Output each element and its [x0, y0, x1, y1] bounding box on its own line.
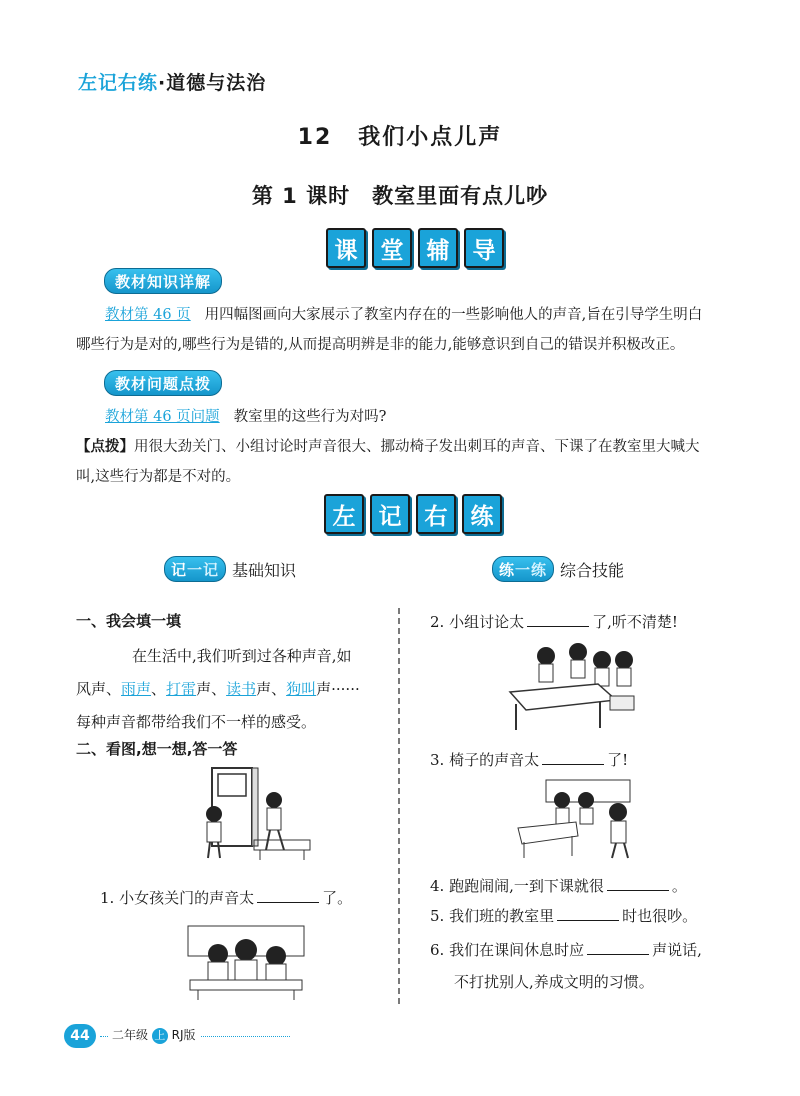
question-6-line-2: 不打扰别人,养成文明的习惯。 [454, 973, 654, 991]
left-column-header [164, 556, 296, 582]
hint-tag: 【点拨】 [76, 438, 134, 455]
page-number-badge [64, 1024, 96, 1048]
fill-line-1: 在生活中,我们听到过各种声音,如 [132, 647, 352, 665]
question-2: 2. 小组讨论太 了,听不清楚! [430, 610, 678, 632]
page-number: 44 [64, 1024, 96, 1048]
footer-grade: 二年级 上 RJ版 [108, 1026, 200, 1044]
noisy-class-illustration [184, 922, 308, 1002]
section-fill-heading: 一、我会填一填 [76, 612, 182, 630]
question-5: 5. 我们班的教室里 时也很吵。 [430, 904, 697, 926]
hint-line-2: 叫,这些行为都是不对的。 [76, 469, 241, 485]
lesson-number: 12 [297, 125, 333, 150]
question-pill-wrap [104, 370, 222, 396]
question-6: 6. 我们在课间休息时应 声说话, 不打扰别人,养成文明的习惯。 [430, 934, 702, 998]
question-pill: 教材问题点拨 [104, 370, 222, 396]
banner-char: 记 [370, 494, 410, 534]
chair-noise-illustration [516, 778, 636, 860]
question-4: 4. 跑跑闹闹,一到下课就很 。 [430, 874, 687, 896]
banner-char: 右 [416, 494, 456, 534]
lesson-name: 我们小点儿声 [358, 125, 503, 150]
banner-char: 导 [464, 228, 504, 268]
answer-thunder: 打雷 [166, 680, 197, 698]
textbook-knowledge-pill: 教材知识详解 [104, 268, 222, 294]
hint-block [76, 432, 736, 492]
question-block [105, 402, 735, 432]
banner-char: 堂 [372, 228, 412, 268]
period-title [0, 180, 800, 210]
group-discussion-illustration [506, 640, 638, 732]
term-badge: 上 [152, 1028, 168, 1044]
section-picture-heading: 二、看图,想一想,答一答 [76, 740, 238, 758]
answer-blank-6[interactable] [587, 938, 649, 955]
banner-char: 练 [462, 494, 502, 534]
answer-rain: 雨声 [121, 680, 152, 698]
left-column-title: 基础知识 [232, 560, 297, 580]
answer-blank-1[interactable] [257, 886, 319, 903]
hint-line-1: 用很大劲关门、小组讨论时声音很大、挪动椅子发出刺耳的声音、下课了在教室里大喊大 [134, 439, 700, 455]
fill-line-2: 风声、雨声、打雷声、读书声、狗叫声······ [76, 680, 360, 698]
brand-header [78, 68, 266, 95]
question-page-label: 教材第 46 页问题 [105, 409, 220, 425]
period-label: 第 1 课时 [251, 184, 351, 208]
brand-subject: ·道德与法治 [158, 72, 267, 94]
period-name: 教室里面有点儿吵 [372, 184, 549, 208]
answer-reading: 读书 [226, 680, 257, 698]
textbook-page-label: 教材第 46 页 [105, 307, 191, 323]
banner-class-guidance [326, 228, 504, 268]
door-scene-illustration [194, 766, 314, 862]
question-1: 1. 小女孩关门的声音太 了。 [100, 886, 352, 908]
question-3: 3. 椅子的声音太 了! [430, 748, 628, 770]
brand-main: 左记右练 [78, 72, 159, 94]
banner-char: 课 [326, 228, 366, 268]
banner-char: 左 [324, 494, 364, 534]
fill-line-3: 每种声音都带给我们不一样的感受。 [76, 713, 317, 731]
textbook-line-1: 用四幅图画向大家展示了教室内存在的一些影响他人的声音,旨在引导学生明白 [204, 307, 703, 323]
banner-char: 辅 [418, 228, 458, 268]
column-divider [398, 608, 400, 1004]
right-column-title: 综合技能 [560, 560, 625, 580]
banner-practice [324, 494, 502, 534]
lesson-title [0, 120, 800, 151]
practice-pill: 练 一练 [492, 556, 554, 582]
textbook-paragraph [76, 300, 735, 360]
answer-dog: 狗叫 [286, 680, 317, 698]
right-column-header [492, 556, 624, 582]
answer-blank-5[interactable] [557, 904, 619, 921]
question-text: 教室里的这些行为对吗? [233, 409, 387, 425]
answer-blank-3[interactable] [542, 748, 604, 765]
remember-pill: 记 一记 [164, 556, 226, 582]
fill-paragraph [76, 640, 392, 739]
textbook-line-2: 哪些行为是对的,哪些行为是错的,从而提高明辨是非的能力,能够意识到自己的错误并积极改正。 [76, 337, 685, 353]
textbook-knowledge-pill-wrap [104, 268, 222, 294]
answer-blank-4[interactable] [607, 874, 669, 891]
answer-blank-2[interactable] [527, 610, 589, 627]
